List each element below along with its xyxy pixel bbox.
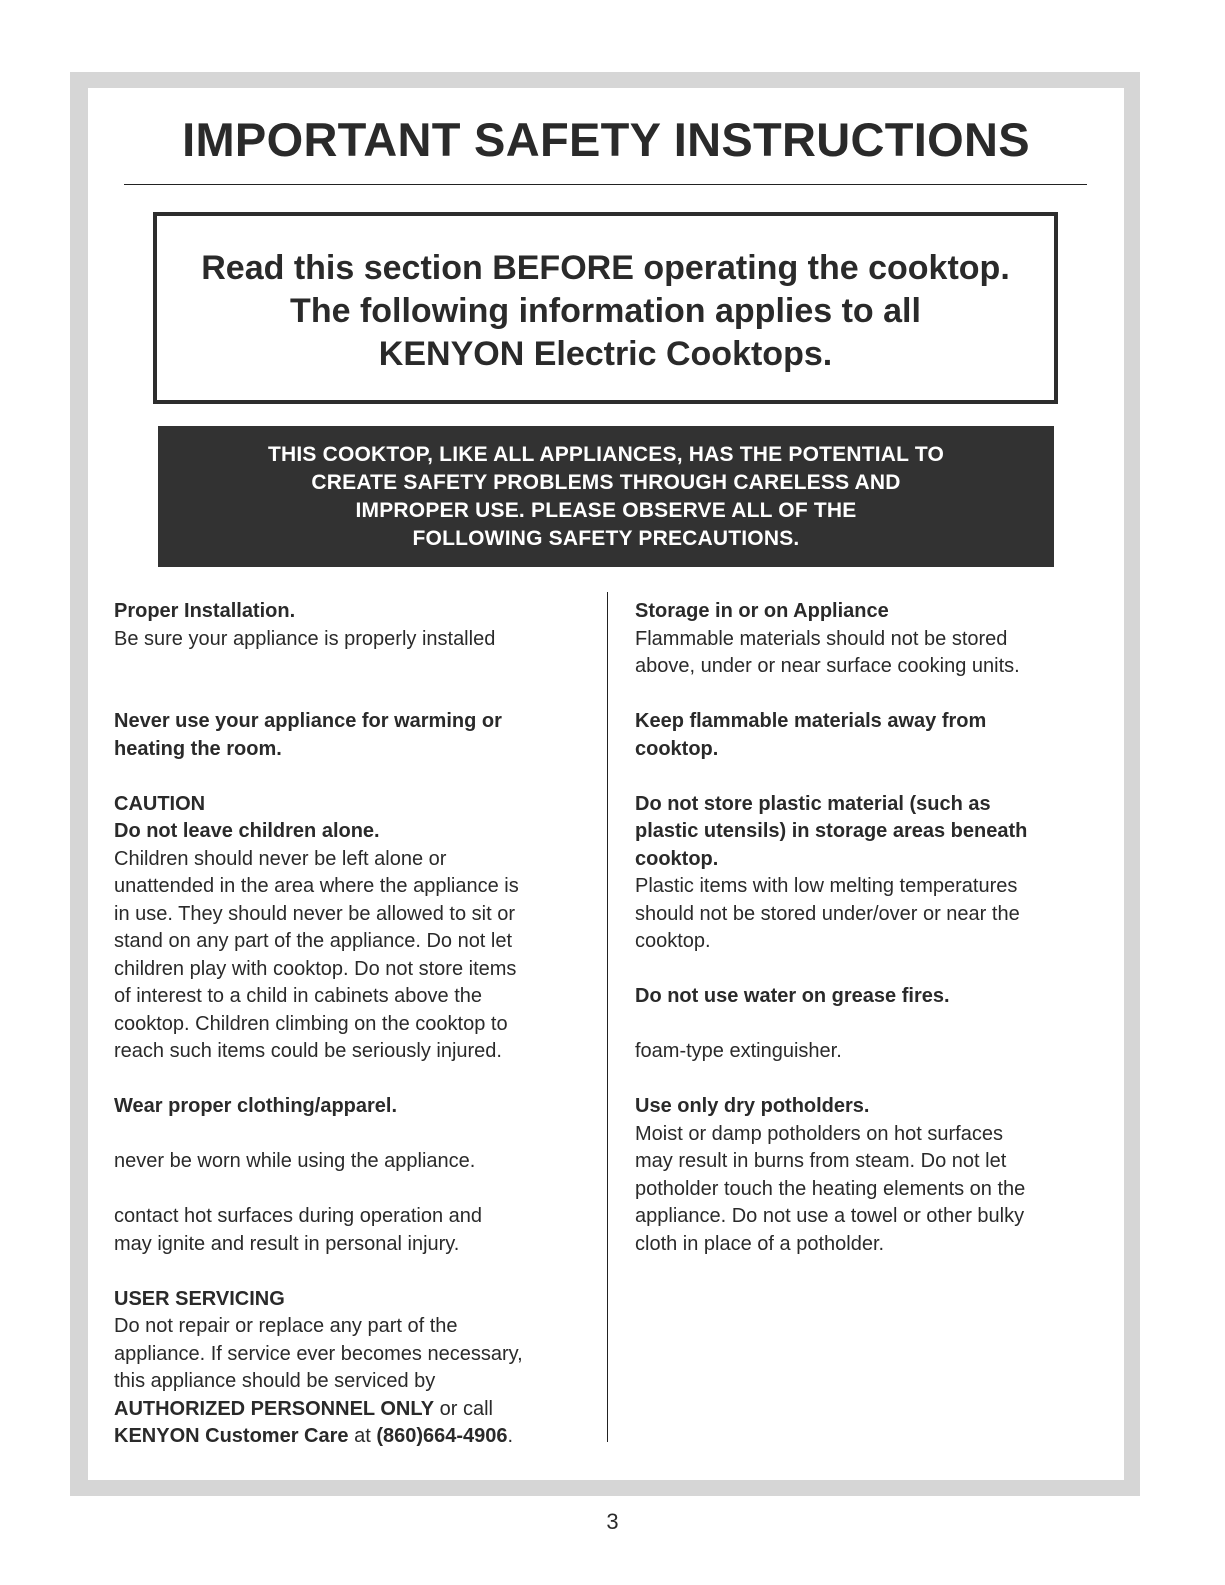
clothing-section <box>114 1093 594 1258</box>
phone-number: (860)664-4906 <box>376 1425 508 1447</box>
potholders-body-line: may result in burns from steam. Do not let <box>635 1150 1007 1172</box>
clothing-body-line-1: never be worn while using the appliance. <box>114 1150 476 1172</box>
at-text: at <box>348 1425 377 1447</box>
storage-body-line-2: above, under or near surface cooking units. <box>635 655 1020 677</box>
plastic-body-line-3: cooktop. <box>635 930 711 952</box>
potholders-body-line: Moist or damp potholders on hot surfaces <box>635 1122 1003 1145</box>
plastic-body-line-2: should not be stored under/over or near the <box>635 902 1020 925</box>
plastic-section <box>635 791 1095 956</box>
flammable-section <box>635 708 1095 763</box>
warning-line-4: FOLLOWING SAFETY PRECAUTIONS. <box>412 527 800 550</box>
servicing-section <box>114 1286 594 1451</box>
warning-line-1: THIS COOKTOP, LIKE ALL APPLIANCES, HAS THE POTENTIAL TO <box>267 443 945 466</box>
potholders-section <box>635 1093 1095 1258</box>
customer-care-text: KENYON Customer Care <box>114 1425 349 1447</box>
caution-heading: Do not leave children alone. <box>114 820 380 842</box>
servicing-authorized-line <box>114 1396 594 1424</box>
warning-line-2: CREATE SAFETY PROBLEMS THROUGH CARELESS AND <box>311 471 901 494</box>
installation-section <box>114 598 594 681</box>
read-notice-box <box>153 212 1058 404</box>
servicing-contact-line <box>114 1423 594 1451</box>
installation-heading: Proper Installation. <box>114 600 296 622</box>
page-number: 3 <box>606 1509 619 1534</box>
warming-section <box>114 708 594 763</box>
caution-section <box>114 791 594 1066</box>
column-divider <box>607 592 608 1442</box>
read-notice-line-1: Read this section BEFORE operating the cooktop. <box>201 249 1010 287</box>
caution-body-line: in use. They should never be allowed to sit or <box>114 902 515 925</box>
potholders-body-line: potholder touch the heating elements on the <box>635 1177 1026 1200</box>
storage-heading: Storage in or on Appliance <box>635 600 889 622</box>
potholders-heading: Use only dry potholders. <box>635 1095 870 1117</box>
clothing-body-line-3: may ignite and result in personal injury. <box>114 1232 460 1255</box>
title-rule <box>124 184 1087 185</box>
servicing-body-line-1: Do not repair or replace any part of the <box>114 1315 458 1337</box>
authorized-personnel-text: AUTHORIZED PERSONNEL ONLY <box>114 1397 435 1420</box>
grease-body: foam-type extinguisher. <box>635 1040 842 1062</box>
grease-section <box>635 983 1095 1066</box>
clothing-body-line-2: contact hot surfaces during operation and <box>114 1205 483 1227</box>
read-notice-line-3: KENYON Electric Cooktops. <box>378 335 833 373</box>
safety-warning-banner <box>158 426 1054 567</box>
left-column <box>114 598 594 1451</box>
grease-heading: Do not use water on grease fires. <box>635 985 950 1007</box>
potholders-body-line: appliance. Do not use a towel or other bulky <box>635 1205 1025 1227</box>
caution-body-line: cooktop. Children climbing on the cooktop to <box>114 1012 508 1035</box>
servicing-heading: USER SERVICING <box>114 1287 285 1310</box>
clothing-heading: Wear proper clothing/apparel. <box>114 1095 398 1117</box>
flammable-heading-line-1: Keep flammable materials away from <box>635 710 987 732</box>
caution-body-line: of interest to a child in cabinets above the <box>114 985 483 1007</box>
caution-body-line: Children should never be left alone or <box>114 847 447 870</box>
servicing-body-line-2: appliance. If service ever becomes necessary, <box>114 1342 523 1365</box>
caution-body-line: stand on any part of the appliance. Do not let <box>114 930 513 952</box>
storage-body-line-1: Flammable materials should not be stored <box>635 627 1008 650</box>
page-title: IMPORTANT SAFETY INSTRUCTIONS <box>182 113 1030 166</box>
caution-label: CAUTION <box>114 792 206 815</box>
or-call-text: or call <box>434 1397 493 1420</box>
plastic-heading-line-3: cooktop. <box>635 847 719 870</box>
read-notice-line-2: The following information applies to all <box>290 292 921 330</box>
servicing-body-line-3: this appliance should be serviced by <box>114 1370 436 1392</box>
warning-line-3: IMPROPER USE. PLEASE OBSERVE ALL OF THE <box>355 499 857 522</box>
period-text: . <box>507 1425 514 1447</box>
flammable-heading-line-2: cooktop. <box>635 737 719 760</box>
storage-section <box>635 598 1095 681</box>
caution-body-line: unattended in the area where the appliance is <box>114 875 519 897</box>
right-column <box>635 598 1095 1258</box>
plastic-heading-line-2: plastic utensils) in storage areas beneath <box>635 820 1028 842</box>
warming-heading-line-2: heating the room. <box>114 737 282 760</box>
plastic-body-line-1: Plastic items with low melting temperatures <box>635 875 1018 897</box>
potholders-body-line: cloth in place of a potholder. <box>635 1232 885 1255</box>
plastic-heading-line-1: Do not store plastic material (such as <box>635 792 991 815</box>
caution-body-line: reach such items could be seriously injured. <box>114 1040 502 1062</box>
caution-body-line: children play with cooktop. Do not store items <box>114 957 517 980</box>
installation-body: Be sure your appliance is properly installed <box>114 627 496 650</box>
warming-heading-line-1: Never use your appliance for warming or <box>114 710 502 732</box>
